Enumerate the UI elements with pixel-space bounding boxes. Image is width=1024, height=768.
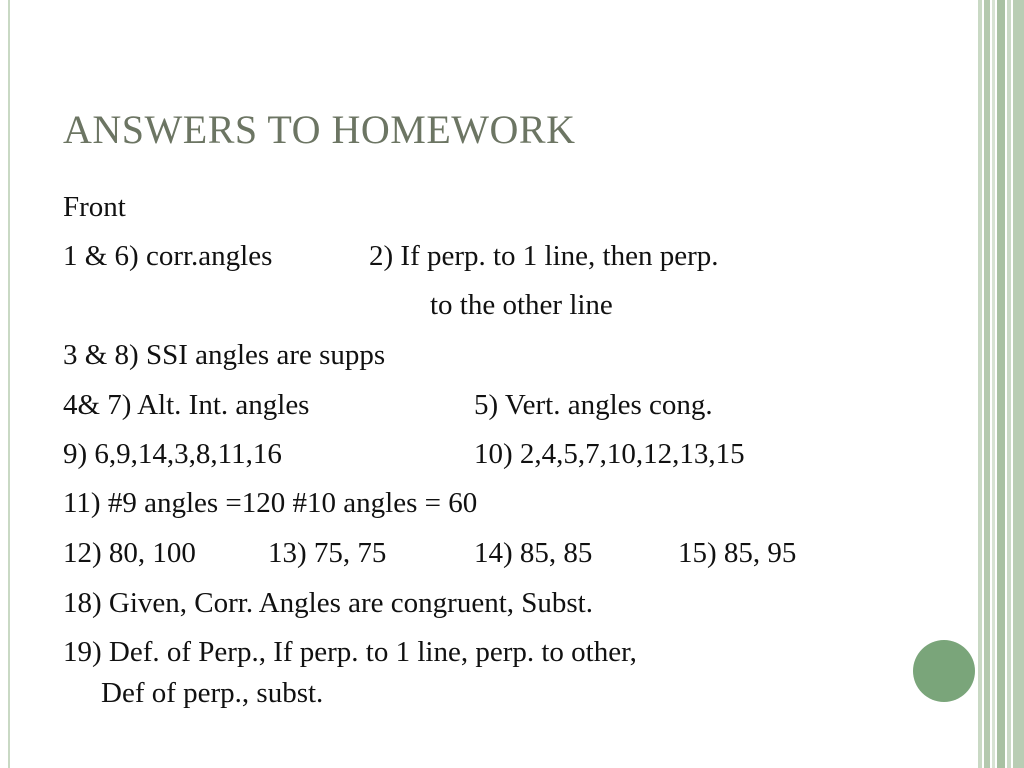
answer-text: 3 & 8) SSI angles are supps <box>63 339 386 371</box>
answer-text: to the other line <box>430 289 613 321</box>
slide-title: ANSWERS TO HOMEWORK <box>63 107 576 152</box>
right-frame-stripe <box>1007 0 1011 768</box>
right-frame-stripe <box>1013 0 1024 768</box>
section-label: Front <box>63 191 126 223</box>
answer-text: Def of perp., subst. <box>101 677 324 709</box>
decorative-circle <box>913 640 975 702</box>
right-frame-stripe <box>992 0 995 768</box>
answer-text: 10) 2,4,5,7,10,12,13,15 <box>474 438 745 470</box>
answer-text: 2) If perp. to 1 line, then perp. <box>369 240 719 272</box>
right-frame-stripe <box>984 0 990 768</box>
left-border-line <box>8 0 10 768</box>
answer-text: 11) #9 angles =120 #10 angles = 60 <box>63 487 478 519</box>
answer-text: 18) Given, Corr. Angles are congruent, Subst. <box>63 587 593 619</box>
answer-text: 19) Def. of Perp., If perp. to 1 line, perp. to other, <box>63 636 637 668</box>
answer-text: 9) 6,9,14,3,8,11,16 <box>63 438 282 470</box>
answer-text: 4& 7) Alt. Int. angles <box>63 389 310 421</box>
answer-text: 1 & 6) corr.angles <box>63 240 273 272</box>
answer-text: 5) Vert. angles cong. <box>474 389 713 421</box>
answer-text: 15) 85, 95 <box>678 537 797 569</box>
answer-text: 14) 85, 85 <box>474 537 593 569</box>
right-frame-stripe <box>997 0 1005 768</box>
answer-text: 12) 80, 100 <box>63 537 196 569</box>
answer-text: 13) 75, 75 <box>268 537 387 569</box>
right-frame-stripe <box>978 0 982 768</box>
